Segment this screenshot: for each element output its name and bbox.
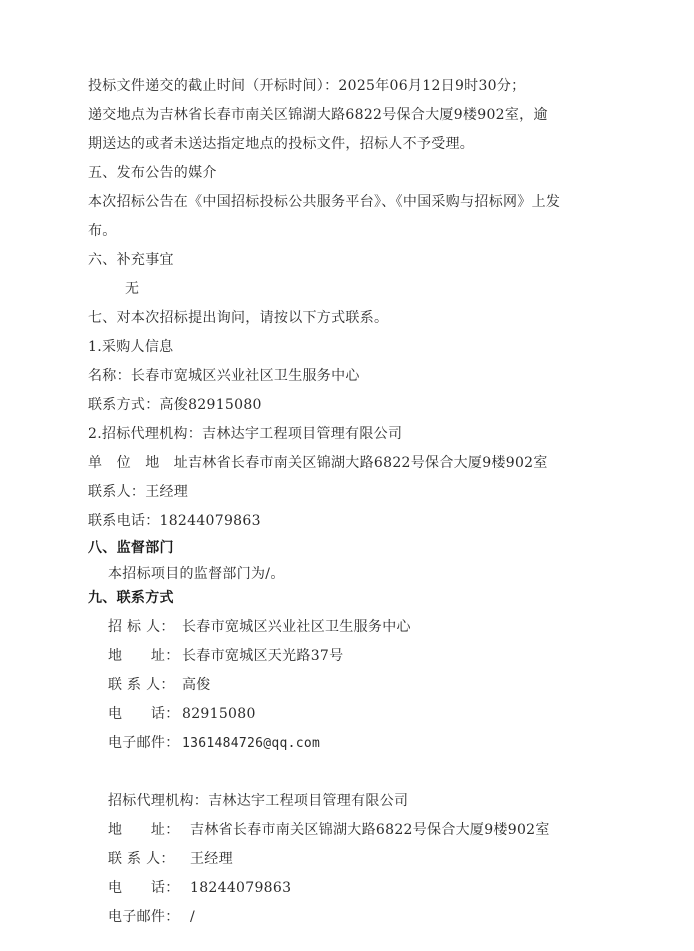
- section-9-title: 九、联系方式: [88, 590, 174, 606]
- deadline-line: 投标文件递交的截止时间（开标时间）：2025年06月12日9时30分；: [88, 78, 526, 94]
- agency-address-label: 单 位 地 址：: [88, 455, 203, 471]
- agent-address-label: 地 址：: [108, 822, 180, 838]
- contact-address-label: 地 址：: [108, 648, 180, 664]
- contact-person-value: 高俊: [182, 677, 211, 693]
- contact-phone: [108, 705, 256, 723]
- agent-organization-value: 吉林达宇工程项目管理有限公司: [208, 793, 409, 809]
- agent-phone: [108, 879, 291, 897]
- contact-address: [108, 647, 343, 665]
- section-6-title: 六、补充事宜: [88, 252, 174, 268]
- submission-location-line: 递交地点为吉林省长春市南关区锦湖大路6822号保合大厦9楼902室，逾: [88, 107, 548, 123]
- section-5-title: 五、发布公告的媒介: [88, 165, 217, 181]
- contact-address-value: 长春市宽城区天光路37号: [182, 648, 344, 664]
- contact-phone-label: 电 话：: [108, 706, 180, 722]
- agency-address: [88, 454, 548, 472]
- agent-person-value: 王经理: [190, 851, 233, 867]
- agency-address-value: 吉林省长春市南关区锦湖大路6822号保合大厦9楼902室: [188, 455, 548, 471]
- section-7-title: 七、对本次招标提出询问，请按以下方式联系。: [88, 310, 389, 326]
- agency-heading: 2.招标代理机构：吉林达宇工程项目管理有限公司: [88, 426, 403, 442]
- publication-media-line-1: 本次招标公告在《中国招标投标公共服务平台》、《中国采购与招标网》上发: [88, 194, 561, 210]
- section-8-title: 八、监督部门: [88, 540, 174, 556]
- agent-person-label: 联 系 人：: [108, 851, 175, 867]
- agent-address-value: 吉林省长春市南关区锦湖大路6822号保合大厦9楼902室: [190, 822, 550, 838]
- contact-purchaser-value: 长春市宽城区兴业社区卫生服务中心: [182, 619, 411, 635]
- agent-phone-label: 电 话：: [108, 880, 180, 896]
- agent-address: [108, 821, 550, 839]
- contact-phone-value: 82915080: [182, 706, 256, 722]
- contact-purchaser: [108, 618, 411, 636]
- purchaser-contact: 联系方式：高俊82915080: [88, 397, 262, 413]
- agent-organization: [108, 792, 408, 810]
- contact-purchaser-label: 招 标 人：: [108, 619, 175, 635]
- agency-contact-person: 联系人：王经理: [88, 484, 189, 500]
- purchaser-name: 名称：长春市宽城区兴业社区卫生服务中心: [88, 368, 360, 384]
- supervision-content: 本招标项目的监督部门为/。: [108, 566, 285, 582]
- agent-organization-label: 招标代理机构：: [108, 793, 209, 809]
- agent-email-label: 电子邮件：: [108, 909, 180, 925]
- agent-person: [108, 850, 233, 868]
- contact-person-label: 联 系 人：: [108, 677, 175, 693]
- agent-phone-value: 18244079863: [190, 880, 292, 896]
- section-6-content: 无: [125, 281, 140, 297]
- agency-contact-phone: 联系电话：18244079863: [88, 513, 261, 529]
- purchaser-info-heading: 1.采购人信息: [88, 339, 174, 355]
- agent-email-value: /: [190, 909, 196, 925]
- publication-media-line-2: 布。: [88, 223, 117, 239]
- contact-email: [108, 734, 320, 753]
- late-submission-line: 期送达的或者未送达指定地点的投标文件，招标人不予受理。: [88, 136, 475, 152]
- contact-person: [108, 676, 211, 694]
- contact-email-value[interactable]: 1361484726@qq.com: [182, 736, 321, 751]
- contact-email-label: 电子邮件：: [108, 735, 180, 751]
- agent-email: [108, 908, 195, 926]
